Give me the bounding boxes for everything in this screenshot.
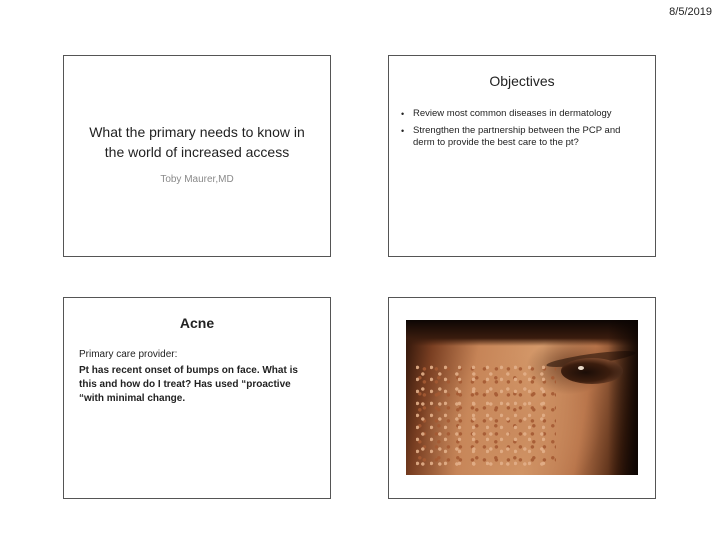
slide-objectives: [388, 55, 656, 257]
list-item: [401, 125, 643, 150]
case-description: Pt has recent onset of bumps on face. What is this and how do I treat? Has used “proactive “with minimal change.: [79, 365, 298, 404]
photo-hair: [406, 320, 638, 346]
acne-face-photo: [406, 320, 638, 475]
objective-text: Strengthen the partnership between the PCP and derm to provide the best care to the pt?: [413, 124, 621, 148]
acne-heading: Acne: [179, 315, 215, 331]
slide-title-heading: What the primary needs to know in the world of increased access: [89, 124, 305, 160]
photo-acne-bumps: [416, 365, 556, 470]
bullet-icon: •: [401, 109, 405, 119]
slide-title: [63, 55, 331, 257]
list-item: [401, 108, 643, 121]
print-date: 8/5/2019: [669, 6, 712, 18]
bullet-icon: •: [401, 125, 405, 136]
slide-author: Toby Maurer,MD: [160, 174, 234, 185]
objective-text: Review most common diseases in dermatology: [413, 108, 612, 119]
objectives-list: [401, 108, 643, 154]
slide-photo: [388, 297, 656, 499]
photo-eye-shine: [578, 366, 584, 370]
objectives-heading: Objectives: [489, 73, 555, 89]
photo-shadow: [608, 320, 638, 475]
slide-acne: [63, 297, 331, 499]
provider-label: Primary care provider:: [79, 349, 178, 360]
